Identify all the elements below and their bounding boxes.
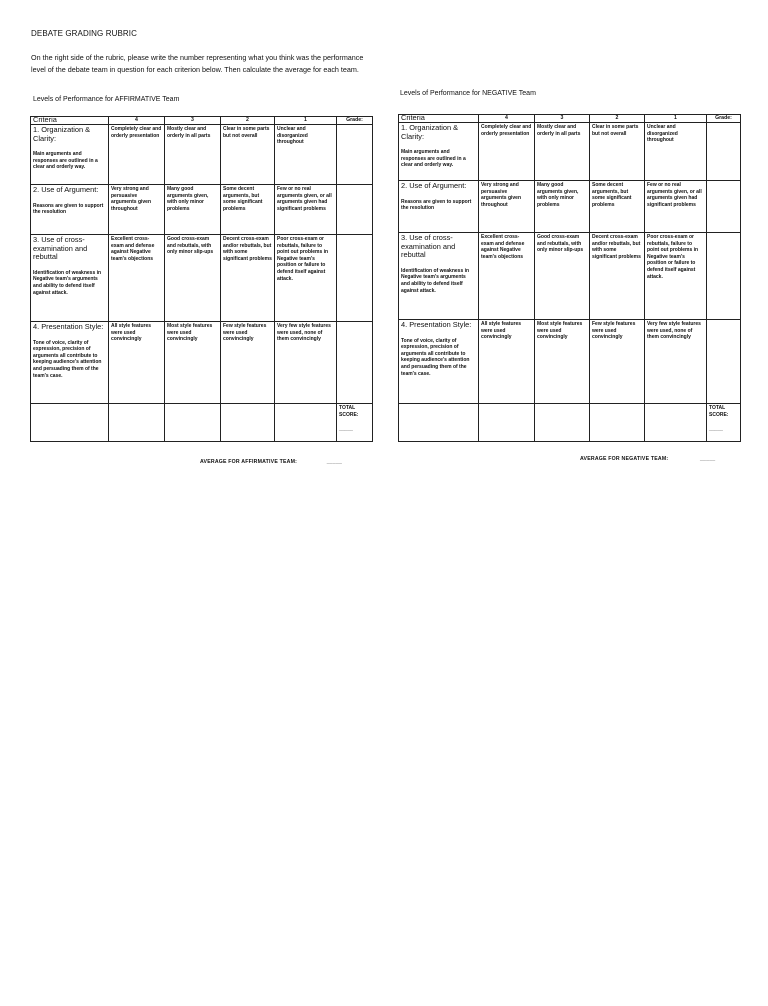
level-1-cell: Very few style features were used, none of them convincingly — [275, 322, 337, 404]
grade-cell[interactable] — [337, 235, 373, 322]
negative-average — [580, 456, 715, 462]
level-4-cell: Completely clear and orderly presentation — [479, 123, 535, 181]
level-4-cell: Excellent cross-exam and defense against Negative team's objections — [479, 233, 535, 320]
negative-caption: Levels of Performance for NEGATIVE Team — [400, 90, 536, 97]
level-3-cell: Mostly clear and orderly in all parts — [165, 125, 221, 185]
instructions: On the right side of the rubric, please write the number representing what you think was the performance level of the debate team in question for each criterion below. Then calculate the average for each team. — [31, 53, 364, 74]
level-4-cell: Completely clear and orderly presentation — [109, 125, 165, 185]
header-level-4: 4 — [479, 115, 535, 123]
grade-cell[interactable] — [337, 322, 373, 404]
level-2-cell: Clear in some parts but not overall — [221, 125, 275, 185]
criterion-cell — [31, 125, 109, 185]
level-1-cell: Poor cross-exam or rebuttals, failure to point out problems in Negative team's position or failure to defend itself against attack. — [645, 233, 707, 320]
grade-cell[interactable] — [707, 181, 741, 233]
criterion-name: 2. Use of Argument: — [33, 185, 99, 194]
affirmative-rubric-table — [30, 116, 373, 442]
total-row — [31, 404, 373, 442]
level-3-cell: Mostly clear and orderly in all parts — [535, 123, 590, 181]
level-4-cell: Very strong and persuasive arguments given throughout — [479, 181, 535, 233]
affirmative-average-blank[interactable]: _____ — [326, 459, 343, 465]
header-level-3: 3 — [535, 115, 590, 123]
criterion-cell — [31, 235, 109, 322]
table-row — [31, 322, 373, 404]
level-2-cell: Some decent arguments, but some significant problems — [221, 185, 275, 235]
total-score-cell[interactable] — [337, 404, 373, 442]
level-3-cell: Good cross-exam and rebuttals, with only minor slip-ups — [535, 233, 590, 320]
criterion-name: 3. Use of cross-examination and rebuttal — [401, 233, 456, 260]
header-level-1: 1 — [275, 117, 337, 125]
header-row — [399, 115, 741, 123]
criterion-name: 1. Organization & Clarity: — [33, 125, 91, 143]
total-score-label: TOTAL SCORE: — [709, 405, 729, 418]
total-score-blank: _____ — [709, 426, 723, 433]
criterion-cell — [31, 185, 109, 235]
criterion-description: Identification of weakness in Negative team's arguments and ability to defend itself against attack. — [401, 267, 470, 294]
negative-average-label: AVERAGE FOR NEGATIVE TEAM: — [580, 456, 669, 462]
total-score-cell[interactable] — [707, 404, 741, 442]
criterion-name: 4. Presentation Style: — [401, 320, 472, 329]
header-level-1: 1 — [645, 115, 707, 123]
level-3-cell: Good cross-exam and rebuttals, with only minor slip-ups — [165, 235, 221, 322]
level-2-cell: Some decent arguments, but some significant problems — [590, 181, 645, 233]
level-3-cell: Most style features were used convincingly — [165, 322, 221, 404]
criterion-cell — [399, 320, 479, 404]
affirmative-average-label: AVERAGE FOR AFFIRMATIVE TEAM: — [200, 459, 298, 465]
criterion-cell — [399, 181, 479, 233]
criterion-name: 1. Organization & Clarity: — [401, 123, 459, 141]
criterion-cell — [399, 123, 479, 181]
header-criteria: Criteria — [31, 117, 109, 125]
grade-cell[interactable] — [707, 233, 741, 320]
table-row — [399, 320, 741, 404]
level-4-cell: Excellent cross-exam and defense against Negative team's objections — [109, 235, 165, 322]
grade-cell[interactable] — [337, 185, 373, 235]
level-1-cell: Unclear and disorganized throughout — [275, 125, 337, 185]
level-3-cell: Many good arguments given, with only minor problems — [165, 185, 221, 235]
level-2-cell: Decent cross-exam and/or rebuttals, but with some significant problems — [590, 233, 645, 320]
header-row — [31, 117, 373, 125]
level-1-cell: Few or no real arguments given, or all arguments given had significant problems — [645, 181, 707, 233]
criterion-description: Reasons are given to support the resolution — [401, 198, 472, 212]
total-score-label: TOTAL SCORE: — [339, 405, 359, 418]
negative-average-blank[interactable]: _____ — [699, 456, 716, 462]
criterion-name: 3. Use of cross-examination and rebuttal — [33, 235, 88, 262]
criterion-name: 4. Presentation Style: — [33, 322, 104, 331]
level-2-cell: Few style features were used convincingly — [590, 320, 645, 404]
affirmative-caption: Levels of Performance for AFFIRMATIVE Team — [33, 96, 180, 103]
level-3-cell: Many good arguments given, with only minor problems — [535, 181, 590, 233]
level-1-cell: Very few style features were used, none of them convincingly — [645, 320, 707, 404]
grade-cell[interactable] — [707, 320, 741, 404]
criterion-cell — [31, 322, 109, 404]
level-4-cell: All style features were used convincingly — [109, 322, 165, 404]
criterion-description: Identification of weakness in Negative team's arguments and ability to defend itself against attack. — [33, 269, 102, 296]
header-grade: Grade: — [707, 115, 741, 123]
table-row — [31, 125, 373, 185]
page-title: DEBATE GRADING RUBRIC — [31, 29, 137, 38]
header-grade: Grade: — [337, 117, 373, 125]
level-2-cell: Few style features were used convincingly — [221, 322, 275, 404]
header-criteria: Criteria — [399, 115, 479, 123]
header-level-2: 2 — [590, 115, 645, 123]
grade-cell[interactable] — [337, 125, 373, 185]
negative-rubric-table — [398, 114, 741, 442]
level-1-cell: Unclear and disorganized throughout — [645, 123, 707, 181]
table-row — [31, 235, 373, 322]
table-row — [31, 185, 373, 235]
grade-cell[interactable] — [707, 123, 741, 181]
criterion-description: Tone of voice, clarity of expression, precision of arguments all contribute to keeping audience's attention and persuading them of the team's case. — [33, 339, 102, 379]
table-row — [399, 233, 741, 320]
criterion-name: 2. Use of Argument: — [401, 181, 467, 190]
criterion-description: Tone of voice, clarity of expression, precision of arguments all contribute to keeping audience's attention and persuading them of the team's case. — [401, 337, 470, 377]
level-1-cell: Few or no real arguments given, or all arguments given had significant problems — [275, 185, 337, 235]
level-4-cell: Very strong and persuasive arguments given throughout — [109, 185, 165, 235]
header-level-3: 3 — [165, 117, 221, 125]
criterion-cell — [399, 233, 479, 320]
total-row — [399, 404, 741, 442]
criterion-description: Reasons are given to support the resolution — [33, 202, 104, 216]
header-level-2: 2 — [221, 117, 275, 125]
affirmative-average — [200, 459, 342, 465]
criterion-description: Main arguments and responses are outlined in a clear and orderly way. — [33, 151, 98, 171]
level-2-cell: Clear in some parts but not overall — [590, 123, 645, 181]
criterion-description: Main arguments and responses are outlined in a clear and orderly way. — [401, 149, 466, 169]
total-score-blank: _____ — [339, 426, 353, 433]
level-4-cell: All style features were used convincingly — [479, 320, 535, 404]
level-1-cell: Poor cross-exam or rebuttals, failure to point out problems in Negative team's position or failure to defend itself against attack. — [275, 235, 337, 322]
level-2-cell: Decent cross-exam and/or rebuttals, but with some significant problems — [221, 235, 275, 322]
level-3-cell: Most style features were used convincingly — [535, 320, 590, 404]
table-row — [399, 123, 741, 181]
table-row — [399, 181, 741, 233]
header-level-4: 4 — [109, 117, 165, 125]
